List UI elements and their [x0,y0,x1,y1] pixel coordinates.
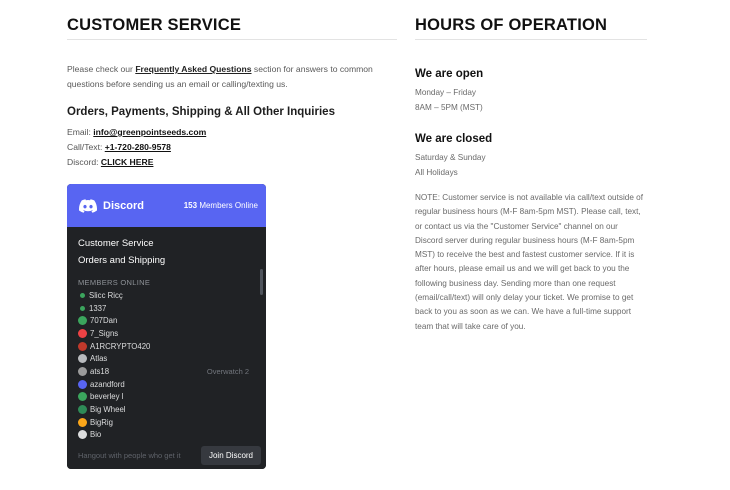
email-link[interactable]: info@greenpointseeds.com [93,127,207,137]
member-avatar-icon [78,367,87,376]
customer-service-section [67,0,397,170]
member-name: A1RCRYPTO420 [90,341,151,351]
widget-scrollbar[interactable] [260,269,263,295]
hours-section [415,0,647,334]
service-note: NOTE: Customer service is not available via call/text outside of regular business hours (M-F 8am-5pm MST). Please call, text, or contact us via the "Customer Service" channel on our Discord server during regular business hours (M-F 8am-5pm MST) to receive the best and fastest customer service. If it is after hours, please email us and we will get back to you the following business day. Sending more than one request (email/call/text) will only delay your ticket. We promise to get back to you as soon as we can. We have a full-time support team that will take care of you. [415,193,643,331]
discord-widget-body [67,227,266,441]
phone-row: Call/Text: +1-720-280-9578 [67,142,171,152]
member-row[interactable] [78,378,255,391]
footer-tagline: Hangout with people who get it [78,450,181,460]
heading-divider [67,39,397,40]
members-online-count: 153 Members Online [183,201,258,210]
channel-customer-service[interactable]: Customer Service [78,238,154,249]
members-online-header: MEMBERS ONLINE [78,278,151,287]
faq-intro: Please check our Frequently Asked Questions section for answers to common questions before sending us an email or calling/texting us. [67,64,373,89]
member-row[interactable] [78,314,255,327]
member-row[interactable] [78,340,255,353]
member-avatar-icon [78,316,87,325]
member-name: Atlas [90,354,108,364]
member-name: Big Wheel [90,405,126,415]
member-row[interactable] [78,429,255,441]
online-status-dot-icon [80,306,85,311]
member-name: 7_Signs [90,328,119,338]
discord-widget-header [67,184,266,227]
member-avatar-icon [78,380,87,389]
member-list [78,289,255,441]
member-avatar-icon [78,354,87,363]
member-name: 707Dan [90,316,118,326]
member-name: Slicc Ricç [89,290,123,300]
hours-heading: HOURS OF OPERATION [415,16,608,34]
member-name: ats18 [90,366,110,376]
member-row[interactable] [78,327,255,340]
member-name: BigRig [90,417,113,427]
member-row[interactable] [78,302,255,315]
member-avatar-icon [78,392,87,401]
member-row[interactable] [78,289,255,302]
member-name: azandford [90,379,125,389]
member-name: beverley l [90,392,124,402]
open-title: We are open [415,68,484,80]
closed-hours: Saturday & Sunday All Holidays [415,153,486,177]
member-row[interactable] [78,403,255,416]
member-avatar-icon [78,430,87,439]
discord-click-here-link[interactable]: CLICK HERE [100,157,154,167]
customer-service-heading: CUSTOMER SERVICE [67,16,242,34]
member-row[interactable] [78,391,255,404]
open-hours: Monday – Friday 8AM – 5PM (MST) [415,88,483,112]
discord-widget-footer [67,441,266,469]
discord-widget [67,184,266,469]
member-game: Overwatch 2 [206,366,249,376]
discord-brand-label: Discord [103,199,144,212]
member-avatar-icon [78,342,87,351]
discord-icon [79,199,97,213]
phone-link[interactable]: +1-720-280-9578 [104,142,171,152]
online-status-dot-icon [80,293,85,298]
channel-orders-and-shipping[interactable]: Orders and Shipping [78,255,166,266]
member-avatar-icon [78,329,87,338]
member-avatar-icon [78,405,87,414]
member-name: 1337 [89,303,107,313]
faq-link[interactable]: Frequently Asked Questions [135,64,252,74]
member-row[interactable] [78,416,255,429]
member-row[interactable] [78,352,255,365]
join-discord-button[interactable]: Join Discord [201,446,261,465]
discord-logo[interactable] [79,199,144,213]
member-name: Bio [90,430,102,440]
hours-heading-divider [415,39,647,40]
email-row: Email: info@greenpointseeds.com [67,127,207,137]
member-avatar-icon [78,418,87,427]
contact-list [67,125,397,170]
inquiries-subheading: Orders, Payments, Shipping & All Other Inquiries [67,106,335,118]
member-row[interactable] [78,365,255,378]
discord-row: Discord: CLICK HERE [67,157,154,167]
closed-title: We are closed [415,133,493,145]
